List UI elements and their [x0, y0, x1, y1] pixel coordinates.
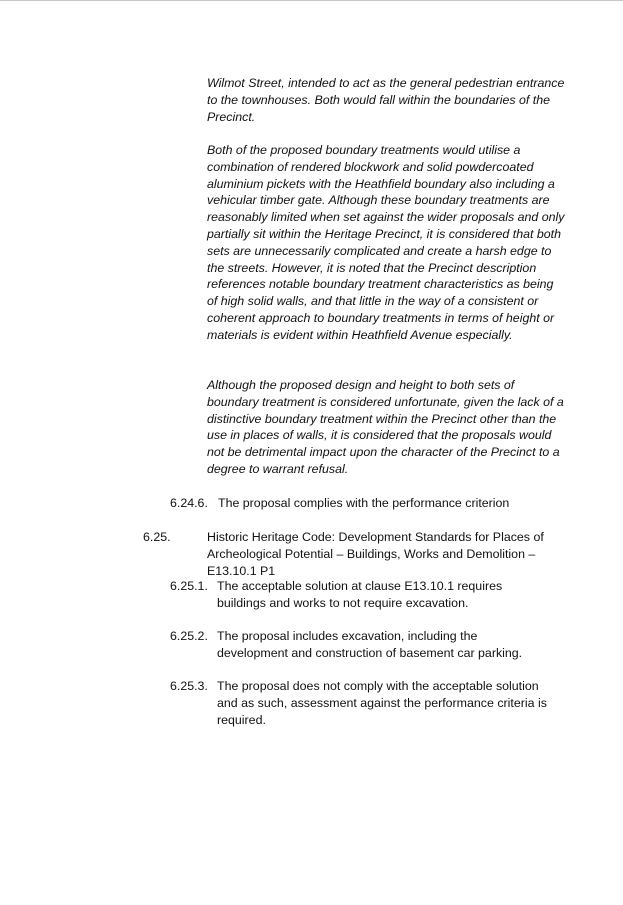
clause-text: The acceptable solution at clause E13.10.1 requires buildings and works to not require excavation. [217, 579, 503, 610]
italic-paragraph-3: Although the proposed design and height to both sets of boundary treatment is considered unfortunate, given the lack of a distinctive boundary treatment within the Precinct other than the use in places of walls, it is considered that the proposals would not be detrimental impact upon the character of the Precinct to a degree to warrant refusal. [207, 378, 564, 476]
section-number: 6.25. [143, 530, 171, 544]
clause-text: The proposal does not comply with the acceptable solution and as such, assessment against the performance criteria is required. [217, 679, 547, 727]
italic-paragraph-1: Wilmot Street, intended to act as the general pedestrian entrance to the townhouses. Both would fall within the boundaries of the Precinct. [207, 76, 565, 124]
clause-number: 6.25.3. [170, 679, 208, 693]
section-heading: Historic Heritage Code: Development Standards for Places of Archeological Potential – Buildings, Works and Demolition – E13.10.1 P1 [207, 530, 544, 578]
clause-text: The proposal includes excavation, including the development and construction of basement car parking. [217, 629, 523, 660]
clause-number: 6.25.2. [170, 629, 208, 643]
clause-number: 6.24.6. [170, 496, 208, 510]
clause-number: 6.25.1. [170, 579, 208, 593]
clause-text: The proposal complies with the performance criterion [218, 496, 510, 510]
italic-paragraph-2: Both of the proposed boundary treatments would utilise a combination of rendered blockwork and solid powdercoated aluminium pickets with the Heathfield boundary also including a vehicular timber gate. Although these boundary treatments are reasonably limited when set against the wider proposals and only partially sit within the Heritage Precinct, it is considered that both sets are unnecessarily complicated and create a harsh edge to the streets. However, it is noted that the Precinct description references notable boundary treatment characteristics as being of high solid walls, and that little in the way of a consistent or coherent approach to boundary treatments in terms of height or materials is evident within Heathfield Avenue especially. [207, 143, 565, 342]
